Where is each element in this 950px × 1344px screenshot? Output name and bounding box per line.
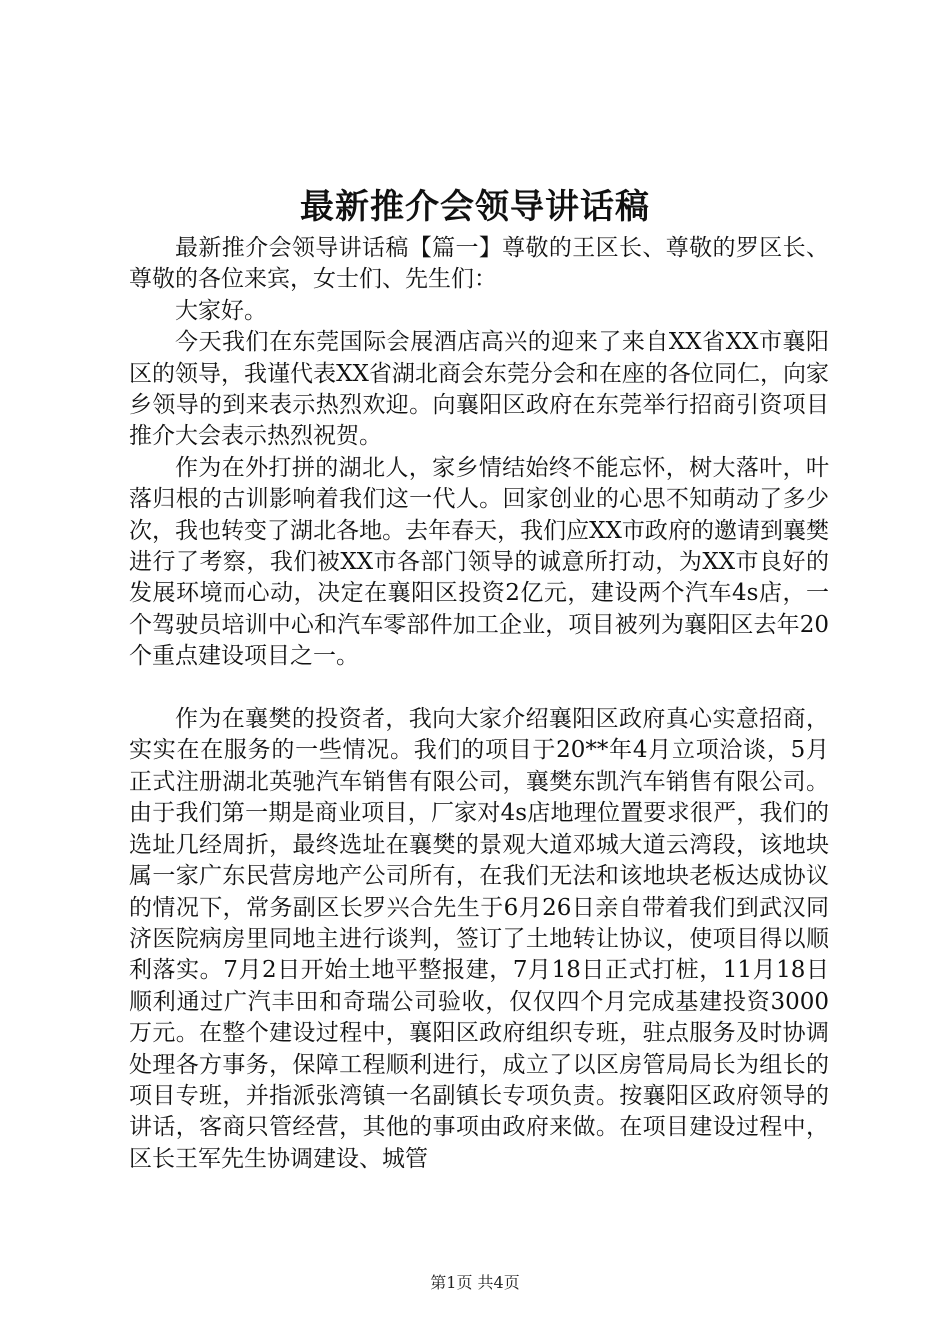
paragraph-greeting: 最新推介会领导讲话稿【篇一】尊敬的王区长、尊敬的罗区长、尊敬的各位来宾，女士们、先生们： [129,235,829,293]
document-title: 最新推介会领导讲话稿 [300,187,650,227]
document-body [129,233,829,1175]
paragraph-hello: 大家好。 [175,297,267,324]
page-footer: 第1页 共4页 [430,1273,520,1292]
paragraph-services: 作为在襄樊的投资者，我向大家介绍襄阳区政府真心实意招商，实实在在服务的一些情况。我们的项目于20**年4月立项洽谈，5月正式注册湖北英驰汽车销售有限公司，襄樊东凯汽车销售有限公司。由于我们第一期是商业项目，厂家对4s店地理位置要求很严，我们的选址几经周折，最终选址在襄樊的景观大道邓城大道云湾段，该地块属一家广东民营房地产公司所有，在我们无法和该地块老板达成协议的情况下，常务副区长罗兴合先生于6月26日亲自带着我们到武汉同济医院病房里同地主进行谈判，签订了土地转让协议，使项目得以顺利落实。7月2日开始土地平整报建，7月18日正式打桩，11月18日顺利通过广汽丰田和奇瑞公司验收，仅仅四个月完成基建投资3000万元。在整个建设过程中，襄阳区政府组织专班，驻点服务及时协调处理各方事务，保障工程顺利进行，成立了以区房管局局长为组长的项目专班，并指派张湾镇一名副镇长专项负责。按襄阳区政府领导的讲话，客商只管经营，其他的事项由政府来做。在项目建设过程中，区长王军先生协调建设、城管 [129,706,829,1172]
paragraph-welcome: 今天我们在东莞国际会展酒店高兴的迎来了来自XX省XX市襄阳区的领导，我谨代表XX省湖北商会东莞分会和在座的各位同仁，向家乡领导的到来表示热烈欢迎。向襄阳区政府在东莞举行招商引资项目推介大会表示热烈祝贺。 [129,329,829,450]
paragraph-investment: 作为在外打拼的湖北人，家乡情结始终不能忘怀，树大落叶，叶落归根的古训影响着我们这一代人。回家创业的心思不知萌动了多少次，我也转变了湖北各地。去年春天，我们应XX市政府的邀请到襄樊进行了考察，我们被XX市各部门领导的诚意所打动，为XX市良好的发展环境而心动，决定在襄阳区投资2亿元，建设两个汽车4s店，一个驾驶员培训中心和汽车零部件加工企业，项目被列为襄阳区去年20个重点建设项目之一。 [129,454,829,670]
